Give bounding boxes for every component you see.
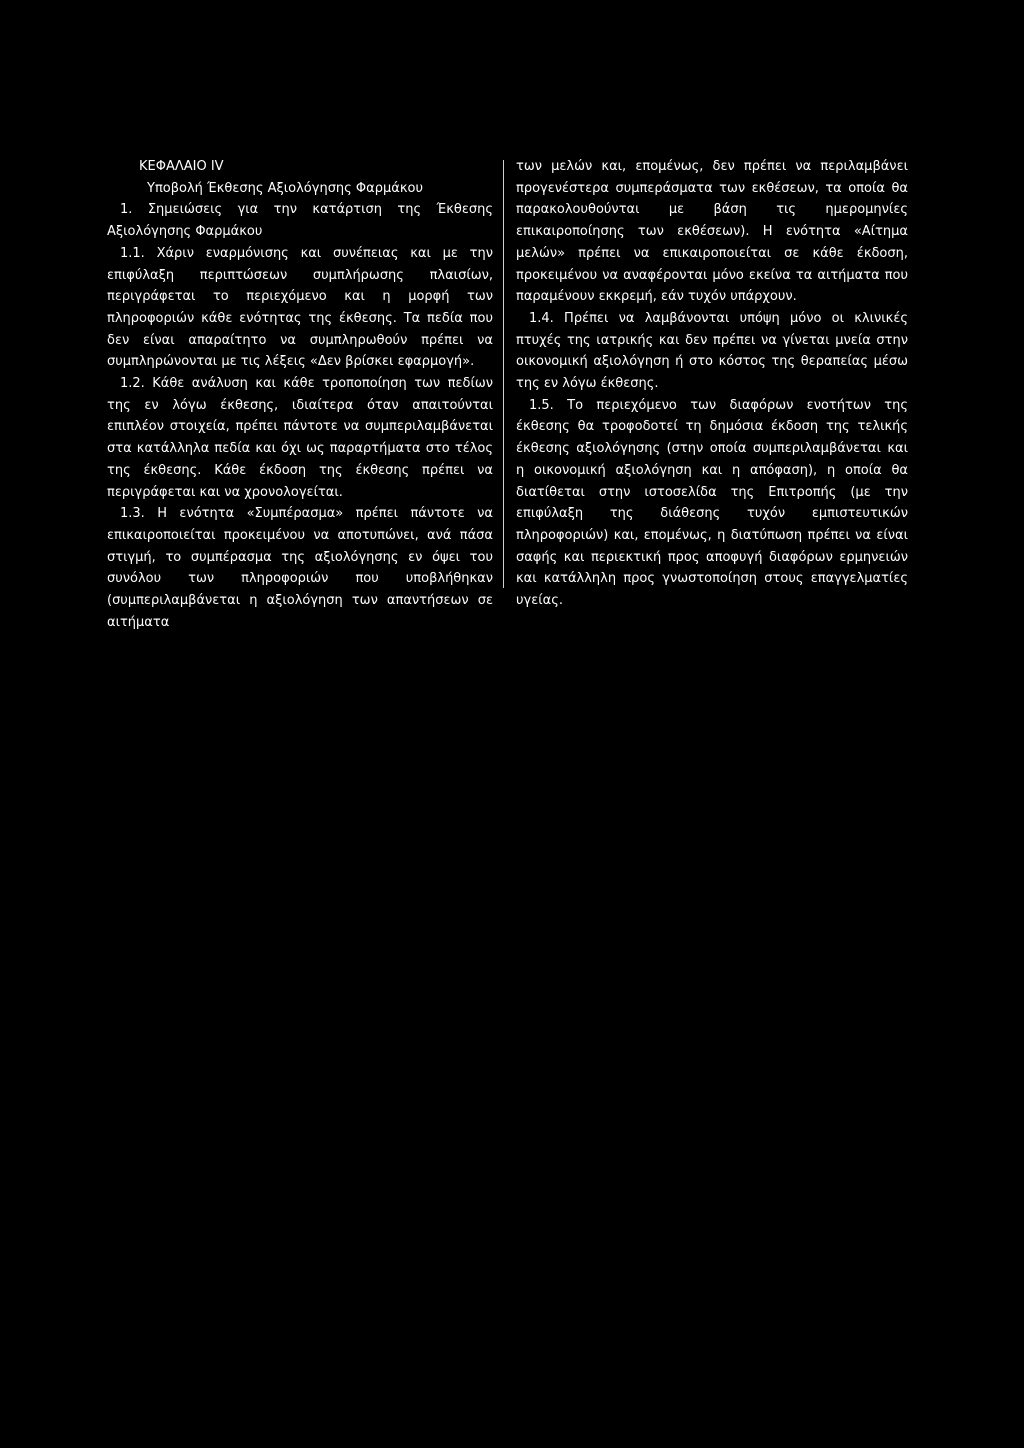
paragraph-1-1: 1.1. Χάριν εναρμόνισης και συνέπειας και με την επιφύλαξη περιπτώσεων συμπλήρωσης πλαισίων, περιγράφεται το περιεχόμενο και η μορφή των πληροφοριών κάθε ενότητας της έκθεσης. Τα πεδία που δεν είναι απαραίτητο να συμπληρωθούν πρέπει να συμπληρώνονται με τις λέξεις «Δεν βρίσκει εφαρμογή». <box>107 245 493 370</box>
chapter-heading: ΚΕΦΑΛΑΙΟ IV <box>139 159 224 174</box>
chapter-title: Υποβολή Έκθεσης Αξιολόγησης Φαρμάκου <box>147 180 423 196</box>
paragraph-1-5: 1.5. Το περιεχόμενο των διαφόρων ενοτήτων της έκθεσης θα τροφοδοτεί τη δημόσια έκδοση της τελικής έκθεσης αξιολόγησης (στην οποία συμπεριλαμβάνεται και η οικονομική αξιολόγηση και η απόφαση), η οποία θα διατίθεται στην ιστοσελίδα της Επιτροπής (με την επιφύλαξη της διάθεσης τυχόν εμπιστευτικών πληροφοριών) και, επομένως, η διατύπωση πρέπει να είναι σαφής και περιεκτική προς αποφυγή διαφόρων ερμηνειών και κατάλληλη προς γνωστοποίηση στους επαγγελματίες υγείας. <box>516 397 908 609</box>
right-column <box>516 156 908 612</box>
paragraph-1-3-continuation: των μελών και, επομένως, δεν πρέπει να περιλαμβάνει προγενέστερα συμπεράσματα των εκθέσεων, τα οποία θα παρακολουθούνται με βάση τις ημερομηνίες επικαιροποίησης των εκθέσεων). Η ενότητα «Αίτημα μελών» πρέπει να επικαιροποιείται σε κάθε έκδοση, προκειμένου να αναφέρονται μόνο εκείνα τα αιτήματα που παραμένουν εκκρεμή, εάν τυχόν υπάρχουν. <box>516 159 908 305</box>
paragraph-1-2: 1.2. Κάθε ανάλυση και κάθε τροποποίηση των πεδίων της εν λόγω έκθεσης, ιδιαίτερα όταν απαιτούνται επιπλέον στοιχεία, πρέπει πάντοτε να συμπεριλαμβάνεται στα κατάλληλα πεδία και όχι ως παραρτήματα στο τέλος της έκθεσης. Κάθε έκδοση της έκθεσης πρέπει να περιγράφεται και να χρονολογείται. <box>107 376 493 500</box>
column-divider <box>503 160 504 588</box>
section-heading: 1. Σημειώσεις για την κατάρτιση της Έκθεσης Αξιολόγησης Φαρμάκου <box>107 202 493 240</box>
paragraph-1-4: 1.4. Πρέπει να λαμβάνονται υπόψη μόνο οι κλινικές πτυχές της ιατρικής και δεν πρέπει να γίνεται μνεία στην οικονομική αξιολόγηση ή στο κόστος της θεραπείας μέσω της εν λόγω έκθεσης. <box>516 310 908 392</box>
left-column <box>107 156 493 633</box>
paragraph-1-3: 1.3. Η ενότητα «Συμπέρασμα» πρέπει πάντοτε να επικαιροποιείται προκειμένου να αποτυπώνει, ανά πάσα στιγμή, το συμπέρασμα της αξιολόγησης εν όψει του συνόλου των πληροφοριών που υποβλήθηκαν (συμπεριλαμβάνεται η αξιολόγηση των απαντήσεων σε αιτήματα <box>107 506 493 630</box>
